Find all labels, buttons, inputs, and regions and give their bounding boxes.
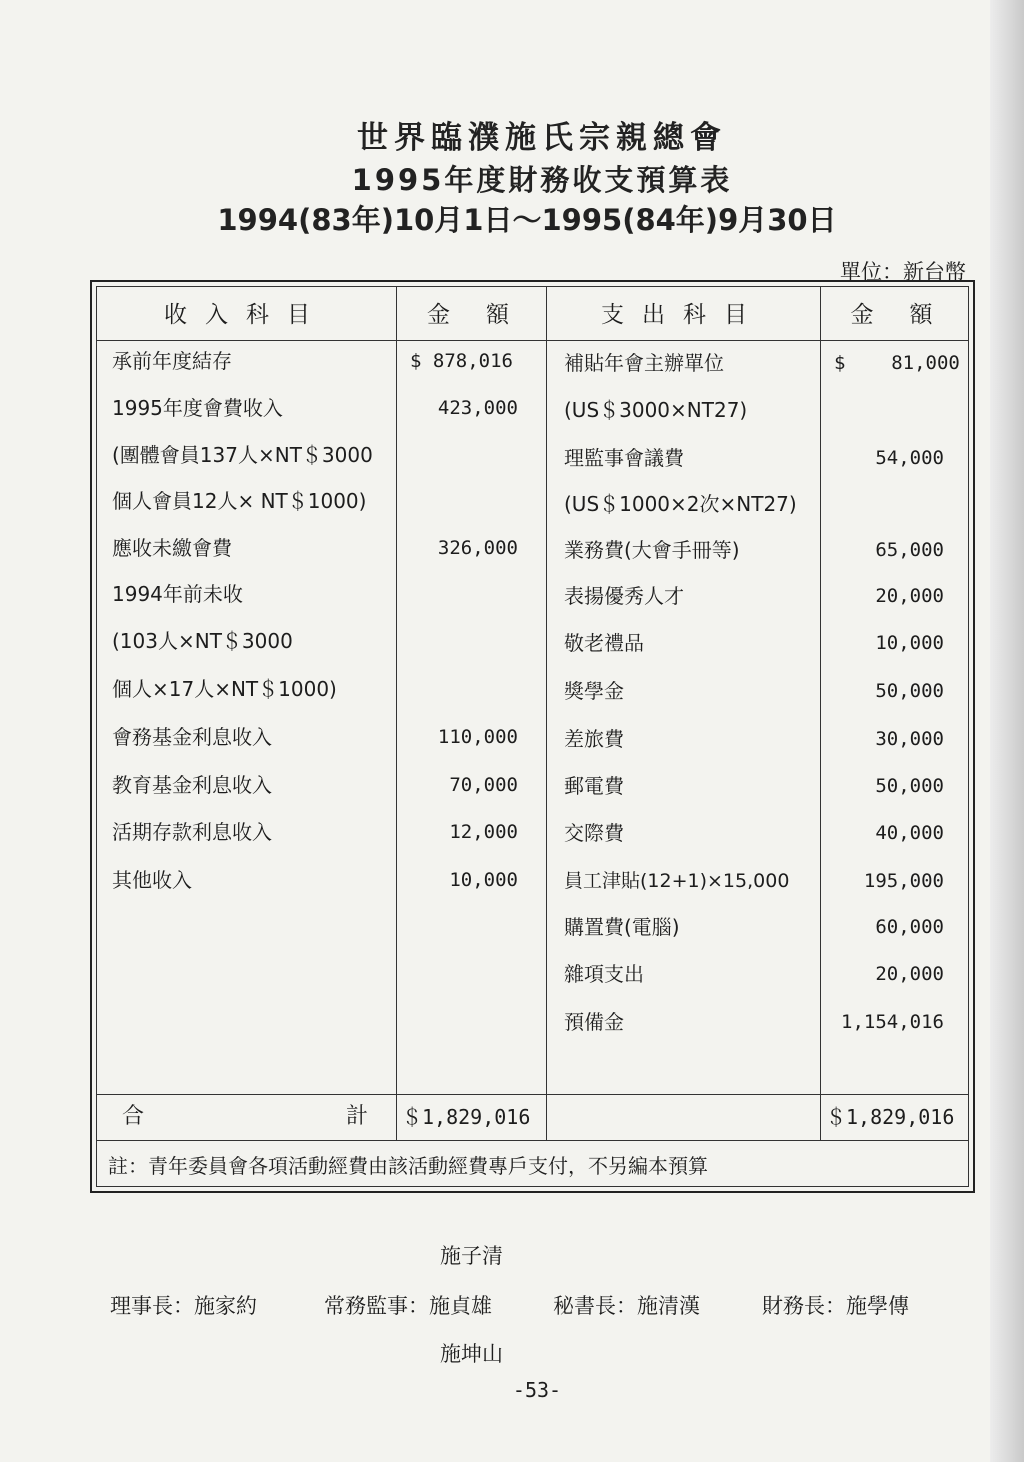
income-amount: $ 878,016 <box>410 350 513 372</box>
expense-label: 員工津貼(12+1)×15,000 <box>564 870 790 892</box>
income-amount: 423,000 <box>437 397 518 419</box>
expense-amount: 30,000 <box>875 728 944 750</box>
expense-label: 獎學金 <box>564 679 624 703</box>
expense-label: 預備金 <box>564 1010 624 1034</box>
expense-amount: 20,000 <box>875 585 944 607</box>
expense-amount: 50,000 <box>875 680 944 702</box>
expense-label: 差旅費 <box>564 727 624 751</box>
expense-amount: 54,000 <box>875 447 944 469</box>
income-label: 會務基金利息收入 <box>112 725 272 749</box>
expense-amount: $ 81,000 <box>834 352 960 374</box>
title-report: 1995年度財務收支預算表 <box>351 163 733 197</box>
expense-label: (US＄3000×NT27) <box>564 398 748 422</box>
expense-amount: 40,000 <box>875 822 944 844</box>
header-expense-amount: 金額 <box>850 302 969 328</box>
income-label: (團體會員137人×NT＄3000 <box>112 443 373 467</box>
currency-unit: 單位：新台幣 <box>840 260 966 284</box>
total-label-right: 計 <box>346 1104 369 1129</box>
expense-label: 雜項支出 <box>564 962 644 986</box>
expense-total: ＄1,829,016 <box>826 1105 955 1129</box>
income-amount: 110,000 <box>437 726 518 748</box>
expense-label: 敬老禮品 <box>564 631 644 655</box>
expense-label: 補貼年會主辦單位 <box>564 351 724 375</box>
expense-label: (US＄1000×2次×NT27) <box>564 492 797 516</box>
income-label: 1995年度會費收入 <box>112 396 283 420</box>
total-rule-top <box>96 1094 969 1095</box>
expense-label: 交際費 <box>564 821 624 845</box>
signature-chairman: 理事長：施家約 <box>110 1294 257 1318</box>
title-period: 1994(83年)10月1日～1995(84年)9月30日 <box>217 203 837 237</box>
signature-secretary: 秘書長：施清漢 <box>553 1294 700 1318</box>
signature-top-name: 施子清 <box>440 1244 503 1268</box>
expense-label: 購置費(電腦) <box>564 915 680 939</box>
expense-amount: 65,000 <box>875 539 944 561</box>
income-amount: 326,000 <box>437 537 518 559</box>
expense-amount: 20,000 <box>875 963 944 985</box>
header-income-item: 收入科目 <box>164 302 328 328</box>
expense-amount: 10,000 <box>875 632 944 654</box>
income-total: ＄1,829,016 <box>402 1105 531 1129</box>
income-label: 其他收入 <box>112 868 192 892</box>
expense-label: 郵電費 <box>564 774 624 798</box>
income-label: (103人×NT＄3000 <box>112 629 293 653</box>
income-label: 個人會員12人× NT＄1000) <box>112 489 367 513</box>
income-label: 教育基金利息收入 <box>112 773 272 797</box>
income-amount: 10,000 <box>449 869 518 891</box>
header-rule <box>96 340 969 341</box>
expense-amount: 195,000 <box>863 870 944 892</box>
income-label: 個人×17人×NT＄1000) <box>112 677 337 701</box>
expense-label: 表揚優秀人才 <box>564 584 684 608</box>
income-label: 1994年前未收 <box>112 582 243 606</box>
table-note: 註：青年委員會各項活動經費由該活動經費專戶支付，不另編本預算 <box>108 1154 708 1178</box>
income-label: 活期存款利息收入 <box>112 820 272 844</box>
expense-amount: 60,000 <box>875 916 944 938</box>
income-amount: 12,000 <box>449 821 518 843</box>
col-sep-1 <box>396 286 397 1141</box>
signature-bottom-name: 施坤山 <box>440 1342 503 1366</box>
expense-label: 業務費(大會手冊等) <box>564 538 740 562</box>
page-number: -53- <box>512 1378 562 1402</box>
expense-label: 理監事會議費 <box>564 446 684 470</box>
total-rule-bottom <box>96 1140 969 1141</box>
col-sep-2 <box>546 286 547 1141</box>
header-expense-item: 支出科目 <box>601 302 765 328</box>
income-label: 應收未繳會費 <box>112 536 232 560</box>
income-amount: 70,000 <box>449 774 518 796</box>
header-income-amount: 金額 <box>427 302 545 328</box>
col-sep-3 <box>820 286 821 1141</box>
signature-treasurer: 財務長：施學傳 <box>762 1294 909 1318</box>
total-label-left: 合 <box>122 1104 145 1129</box>
expense-amount: 50,000 <box>875 775 944 797</box>
signature-supervisor: 常務監事：施貞雄 <box>324 1294 492 1318</box>
title-org: 世界臨濮施氏宗親總會 <box>357 120 727 156</box>
income-label: 承前年度結存 <box>112 349 232 373</box>
expense-amount: 1,154,016 <box>841 1011 944 1033</box>
